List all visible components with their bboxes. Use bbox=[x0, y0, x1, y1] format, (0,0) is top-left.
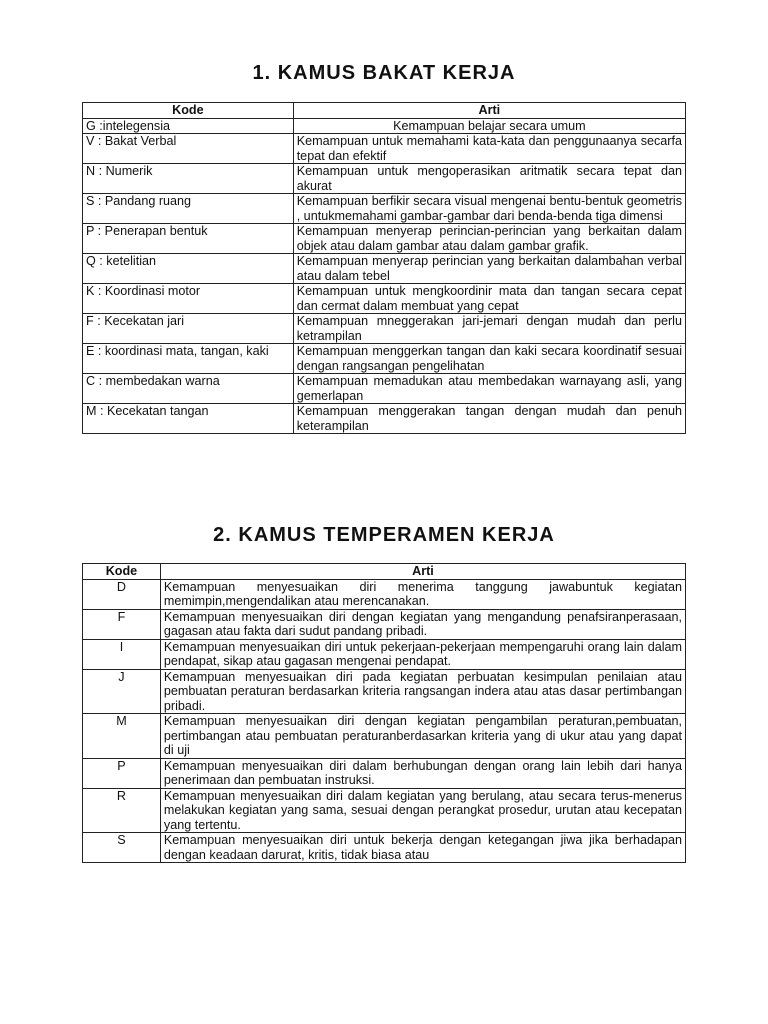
arti-cell: Kemampuan menyesuaikan diri dalam kegiatan yang berulang, atau secara terus-menerus melakukan kegiatan yang sama, sesuai dengan perangkat prosedur, urutan atau kecepatan yang tertentu. bbox=[160, 788, 685, 833]
kode-cell: I bbox=[83, 639, 161, 669]
kode-cell: S bbox=[83, 833, 161, 863]
arti-cell: Kemampuan menyesuaikan diri pada kegiatan perbuatan kesimpulan penilaian atau pembuatan peraturan berdasarkan kriteria rangsangan indera atau atas dasar pertimbangan pribadi. bbox=[160, 669, 685, 714]
table-row bbox=[83, 224, 686, 254]
table-row bbox=[83, 134, 686, 164]
table-row bbox=[83, 254, 686, 284]
section-1-title: 1. KAMUS BAKAT KERJA bbox=[252, 62, 516, 84]
table-row bbox=[83, 374, 686, 404]
table-row bbox=[83, 314, 686, 344]
header-arti: Arti bbox=[160, 564, 685, 580]
table-header-row bbox=[83, 564, 686, 580]
arti-cell: Kemampuan menyesuaikan diri dengan kegiatan pengambilan peraturan,pembuatan, pertimbangan atau pembuatan peraturanberdasarkan kriteria yang di ukur atau yang dapat di uji bbox=[160, 714, 685, 759]
kode-cell: P bbox=[83, 758, 161, 788]
arti-cell: Kemampuan menyesuaikan diri untuk pekerjaan-pekerjaan mempengaruhi orang lain dalam pendapat, sikap atau gagasan mengenai pendapat. bbox=[160, 639, 685, 669]
kode-cell: P : Penerapan bentuk bbox=[83, 224, 294, 254]
kode-cell: F bbox=[83, 609, 161, 639]
kode-cell: J bbox=[83, 669, 161, 714]
table-row bbox=[83, 758, 686, 788]
table-row bbox=[83, 118, 686, 134]
kode-cell: S : Pandang ruang bbox=[83, 194, 294, 224]
table-row bbox=[83, 164, 686, 194]
header-kode: Kode bbox=[83, 103, 294, 119]
table-row bbox=[83, 609, 686, 639]
arti-cell: Kemampuan berfikir secara visual mengenai bentu-bentuk geometris , untukmemahami gambar-gambar dari benda-benda tiga dimensi bbox=[293, 194, 685, 224]
table-row bbox=[83, 833, 686, 863]
arti-cell: Kemampuan memadukan atau membedakan warnayang asli, yang gemerlapan bbox=[293, 374, 685, 404]
section-2-title: 2. KAMUS TEMPERAMEN KERJA bbox=[213, 524, 555, 546]
arti-cell: Kemampuan untuk mengkoordinir mata dan tangan secara cepat dan cermat dalam membuat yang cepat bbox=[293, 284, 685, 314]
table-row bbox=[83, 669, 686, 714]
arti-cell: Kemampuan belajar secara umum bbox=[293, 118, 685, 134]
kode-cell: K : Koordinasi motor bbox=[83, 284, 294, 314]
table-row bbox=[83, 404, 686, 434]
table-row bbox=[83, 344, 686, 374]
kode-cell: F : Kecekatan jari bbox=[83, 314, 294, 344]
arti-cell: Kemampuan untuk memahami kata-kata dan penggunaanya secarfa tepat dan efektif bbox=[293, 134, 685, 164]
table-header-row bbox=[83, 103, 686, 119]
arti-cell: Kemampuan menyesuaikan diri untuk bekerja dengan ketegangan jiwa jika berhadapan dengan keadaan darurat, kritis, tidak biasa atau bbox=[160, 833, 685, 863]
header-kode: Kode bbox=[83, 564, 161, 580]
arti-cell: Kemampuan menyesuaikan diri dengan kegiatan yang mengandung penafsiranperasaan, gagasan atau fakta dari sudut pandang pribadi. bbox=[160, 609, 685, 639]
arti-cell: Kemampuan menyerap perincian-perincian yang berkaitan dalam objek atau dalam gambar atau dalam gambar grafik. bbox=[293, 224, 685, 254]
arti-cell: Kemampuan menyesuaikan diri menerima tanggung jawabuntuk kegiatan memimpin,mengendalikan atau merencanakan. bbox=[160, 579, 685, 609]
kode-cell: V : Bakat Verbal bbox=[83, 134, 294, 164]
arti-cell: Kemampuan menggerakan tangan dengan mudah dan penuh keterampilan bbox=[293, 404, 685, 434]
arti-cell: Kemampuan mneggerakan jari-jemari dengan mudah dan perlu ketrampilan bbox=[293, 314, 685, 344]
bakat-kerja-table bbox=[82, 102, 686, 434]
kode-cell: E : koordinasi mata, tangan, kaki bbox=[83, 344, 294, 374]
arti-cell: Kemampuan menyesuaikan diri dalam berhubungan dengan orang lain lebih dari hanya penerimaan dan pembuatan instruksi. bbox=[160, 758, 685, 788]
arti-cell: Kemampuan menyerap perincian yang berkaitan dalambahan verbal atau dalam tebel bbox=[293, 254, 685, 284]
table-row bbox=[83, 194, 686, 224]
header-arti: Arti bbox=[293, 103, 685, 119]
kode-cell: R bbox=[83, 788, 161, 833]
table-row bbox=[83, 639, 686, 669]
arti-cell: Kemampuan untuk mengoperasikan aritmatik secara tepat dan akurat bbox=[293, 164, 685, 194]
kode-cell: C : membedakan warna bbox=[83, 374, 294, 404]
kode-cell: G :intelegensia bbox=[83, 118, 294, 134]
table-row bbox=[83, 788, 686, 833]
arti-cell: Kemampuan menggerkan tangan dan kaki secara koordinatif sesuai dengan rangsangan pengelihatan bbox=[293, 344, 685, 374]
kode-cell: D bbox=[83, 579, 161, 609]
kode-cell: M : Kecekatan tangan bbox=[83, 404, 294, 434]
temperamen-kerja-table bbox=[82, 563, 686, 863]
table-row bbox=[83, 579, 686, 609]
kode-cell: N : Numerik bbox=[83, 164, 294, 194]
kode-cell: M bbox=[83, 714, 161, 759]
table-row bbox=[83, 714, 686, 759]
table-row bbox=[83, 284, 686, 314]
kode-cell: Q : ketelitian bbox=[83, 254, 294, 284]
